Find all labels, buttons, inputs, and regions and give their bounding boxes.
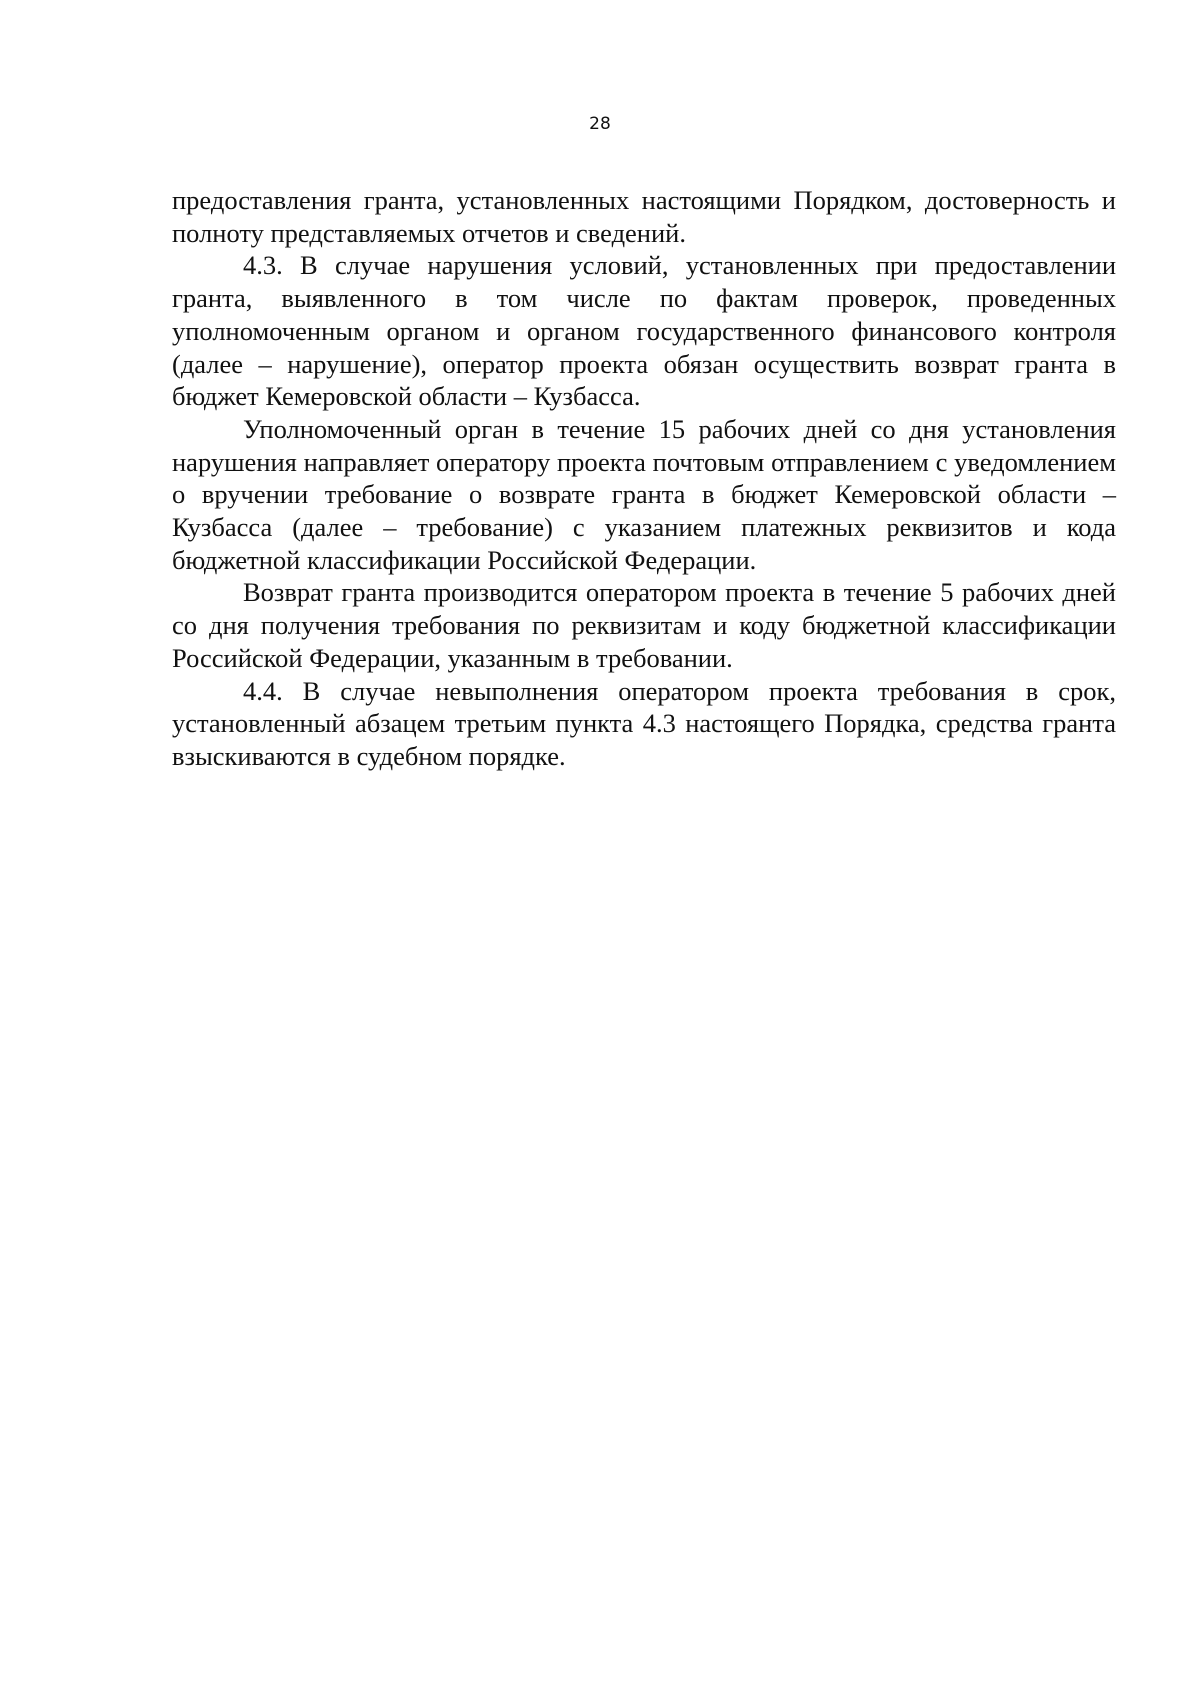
paragraph-authority-notice: Уполномоченный орган в течение 15 рабочих дней со дня установления нарушения направляет оператору проекта почтовым отправлением с уведомлением о вручении требование о возврате гранта в бюджет Кемеровской области – Кузбасса (далее – требование) с указанием платежных реквизитов и кода бюджетной классификации Российской Федерации. [172, 413, 1116, 575]
paragraph-grant-return: Возврат гранта производится оператором проекта в течение 5 рабочих дней со дня получения требования по реквизитам и коду бюджетной классификации Российской Федерации, указанным в требовании. [172, 577, 1116, 673]
paragraph-4-4: 4.4. В случае невыполнения оператором проекта требования в срок, установленный абзацем третьим пункта 4.3 настоящего Порядка, средства гранта взыскиваются в судебном порядке. [172, 675, 1116, 771]
paragraph-4-3: 4.3. В случае нарушения условий, установленных при предоставлении гранта, выявленного в том числе по фактам проверок, проведенных уполномоченным органом и органом государственного финансового контроля (далее – нарушение), оператор проекта обязан осуществить возврат гранта в бюджет Кемеровской области – Кузбасса. [172, 250, 1116, 412]
page-number: 28 [589, 114, 611, 134]
paragraph-continuation: предоставления гранта, установленных настоящими Порядком, достоверность и полноту представляемых отчетов и сведений. [172, 185, 1116, 248]
document-body [172, 184, 1116, 773]
